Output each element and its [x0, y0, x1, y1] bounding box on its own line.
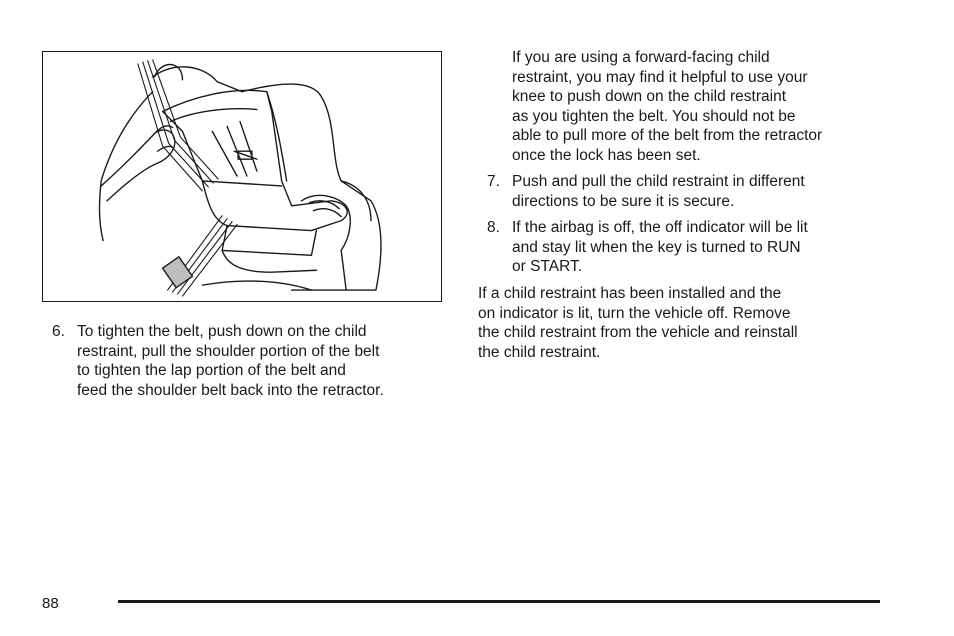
step-text: To tighten the belt, push down on the child restraint, pull the shoulder portion of the belt to tighten the lap portion of the belt and feed the shoulder belt back into the retractor.: [77, 323, 384, 399]
left-arm: [101, 130, 175, 201]
step-number: 8.: [487, 219, 500, 236]
shoulder-belt: [138, 60, 218, 191]
step-text: If the airbag is off, the off indicator will be lit and stay lit when the key is turned to RUN or START.: [512, 219, 808, 275]
step-number: 7.: [487, 173, 500, 190]
step-text: Push and pull the child restraint in different directions to be sure it is secure.: [512, 173, 805, 210]
step-number: 6.: [52, 323, 65, 340]
footer-rule: [118, 600, 880, 603]
step-6: [52, 322, 452, 402]
page-number: 88: [42, 595, 59, 612]
vehicle-seat-back: [153, 67, 381, 290]
step-8: [487, 218, 887, 278]
child-restraint-illustration: [42, 51, 442, 302]
step-7: [487, 172, 887, 212]
closing-paragraph: If a child restraint has been installed and the on indicator is lit, turn the vehicle off. Remove the child restraint from the vehicle and reinstall the child restraint.: [478, 285, 798, 361]
harness-straps: [212, 121, 257, 176]
right-hands: [302, 195, 351, 290]
forward-facing-note: If you are using a forward-facing child restraint, you may find it helpful to use your knee to push down on the child restraint as you tighten the belt. You should not be able to pull more of the belt from the retractor once the lock has been set.: [512, 49, 823, 164]
